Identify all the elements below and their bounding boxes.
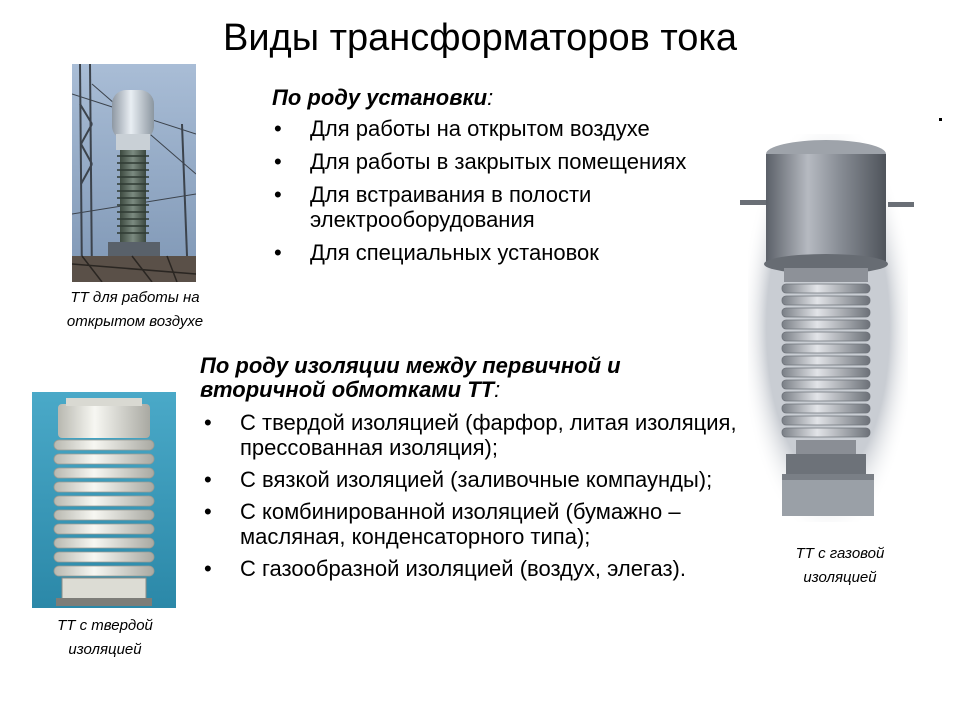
insulation-heading bbox=[200, 354, 740, 402]
stray-dot bbox=[939, 118, 942, 121]
insulation-heading-colon: : bbox=[494, 377, 501, 402]
gas-insulation-transformer-photo bbox=[738, 128, 916, 524]
solid-insulation-transformer-photo bbox=[32, 392, 176, 608]
page-title: Виды трансформаторов тока bbox=[222, 17, 738, 59]
outdoor-transformer-photo bbox=[72, 64, 196, 282]
list-item: • С вязкой изоляцией (заливочные компаунды); bbox=[202, 467, 742, 492]
list-item: • Для специальных установок bbox=[272, 240, 692, 265]
solid-insulation-caption: ТТ с твердой изоляцией bbox=[57, 617, 153, 658]
list-item: • Для встраивания в полости электрооборудования bbox=[272, 182, 692, 232]
outdoor-transformer-caption: ТТ для работы на открытом воздухе bbox=[66, 289, 204, 330]
list-item: • Для работы на открытом воздухе bbox=[272, 116, 692, 141]
gas-insulation-caption: ТТ с газовой изоляцией bbox=[795, 545, 885, 586]
insulation-heading-text: По роду изоляции между первичной и вторичной обмотками ТТ bbox=[200, 353, 621, 402]
installation-heading-text: По роду установки bbox=[272, 85, 488, 110]
insulation-list bbox=[202, 410, 742, 581]
installation-heading bbox=[272, 86, 672, 110]
list-item: • С комбинированной изоляцией (бумажно – масляная, конденсаторного типа); bbox=[202, 499, 742, 549]
list-item: • С газообразной изоляцией (воздух, элегаз). bbox=[202, 556, 742, 581]
list-item: • Для работы в закрытых помещениях bbox=[272, 149, 692, 174]
installation-list bbox=[272, 116, 692, 265]
installation-heading-colon: : bbox=[487, 85, 494, 110]
list-item: • С твердой изоляцией (фарфор, литая изоляция, прессованная изоляция); bbox=[202, 410, 742, 460]
